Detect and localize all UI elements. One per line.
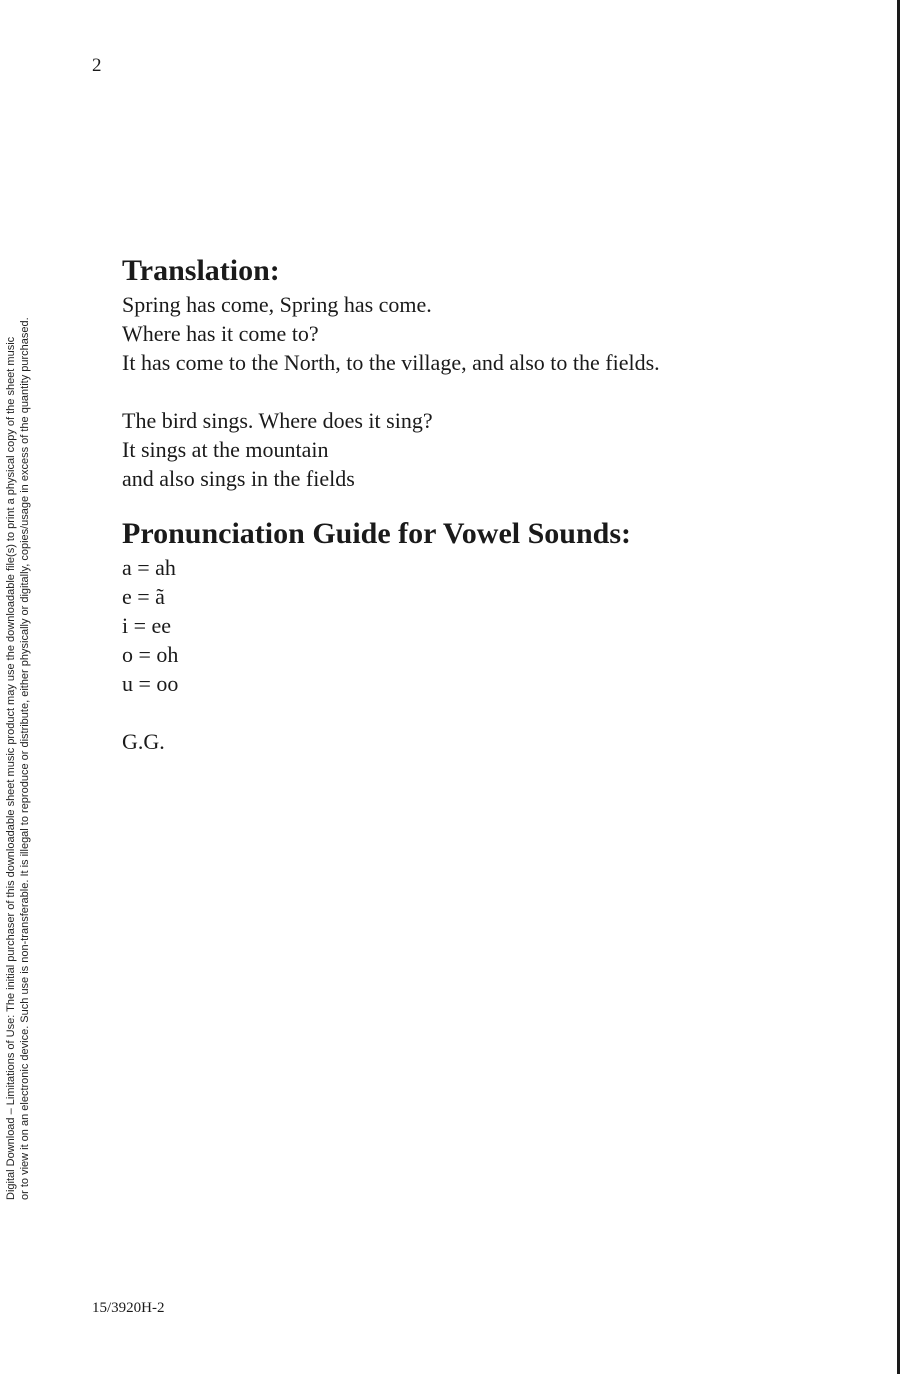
vowel-list — [122, 553, 822, 698]
vowel-item: a = ah — [122, 555, 176, 580]
lyric-line: Where has it come to? — [122, 321, 319, 346]
page-number: 2 — [92, 55, 102, 76]
lyric-line: It sings at the mountain — [122, 437, 329, 462]
author-initials: G.G. — [122, 729, 165, 754]
catalog-code: 15/3920H-2 — [92, 1300, 165, 1316]
usage-notice-line: or to view it on an electronic device. Such use is non-transferable. It is illegal to reproduce or distribute, either physically or digitally, copies/usage in excess of the quantity purchased. — [19, 317, 31, 1200]
translation-stanza — [122, 406, 822, 493]
lyric-line: and also sings in the fields — [122, 466, 355, 491]
vowel-item: o = oh — [122, 642, 179, 667]
usage-notice-line: Digital Download – Limitations of Use: The initial purchaser of this downloadable sheet music product may use the downloadable file(s) to print a physical copy of the sheet music — [5, 336, 17, 1200]
translation-heading: Translation: — [122, 254, 280, 287]
vowel-item: i = ee — [122, 613, 172, 638]
usage-notice — [4, 170, 32, 1200]
lyric-line: The bird sings. Where does it sing? — [122, 408, 433, 433]
translation-stanza — [122, 290, 822, 377]
main-content — [122, 252, 822, 756]
vowel-item: u = oo — [122, 671, 179, 696]
vowel-item: e = ã — [122, 584, 165, 609]
lyric-line: It has come to the North, to the village, and also to the fields. — [122, 350, 660, 375]
lyric-line: Spring has come, Spring has come. — [122, 292, 432, 317]
pronunciation-heading: Pronunciation Guide for Vowel Sounds: — [122, 517, 632, 550]
